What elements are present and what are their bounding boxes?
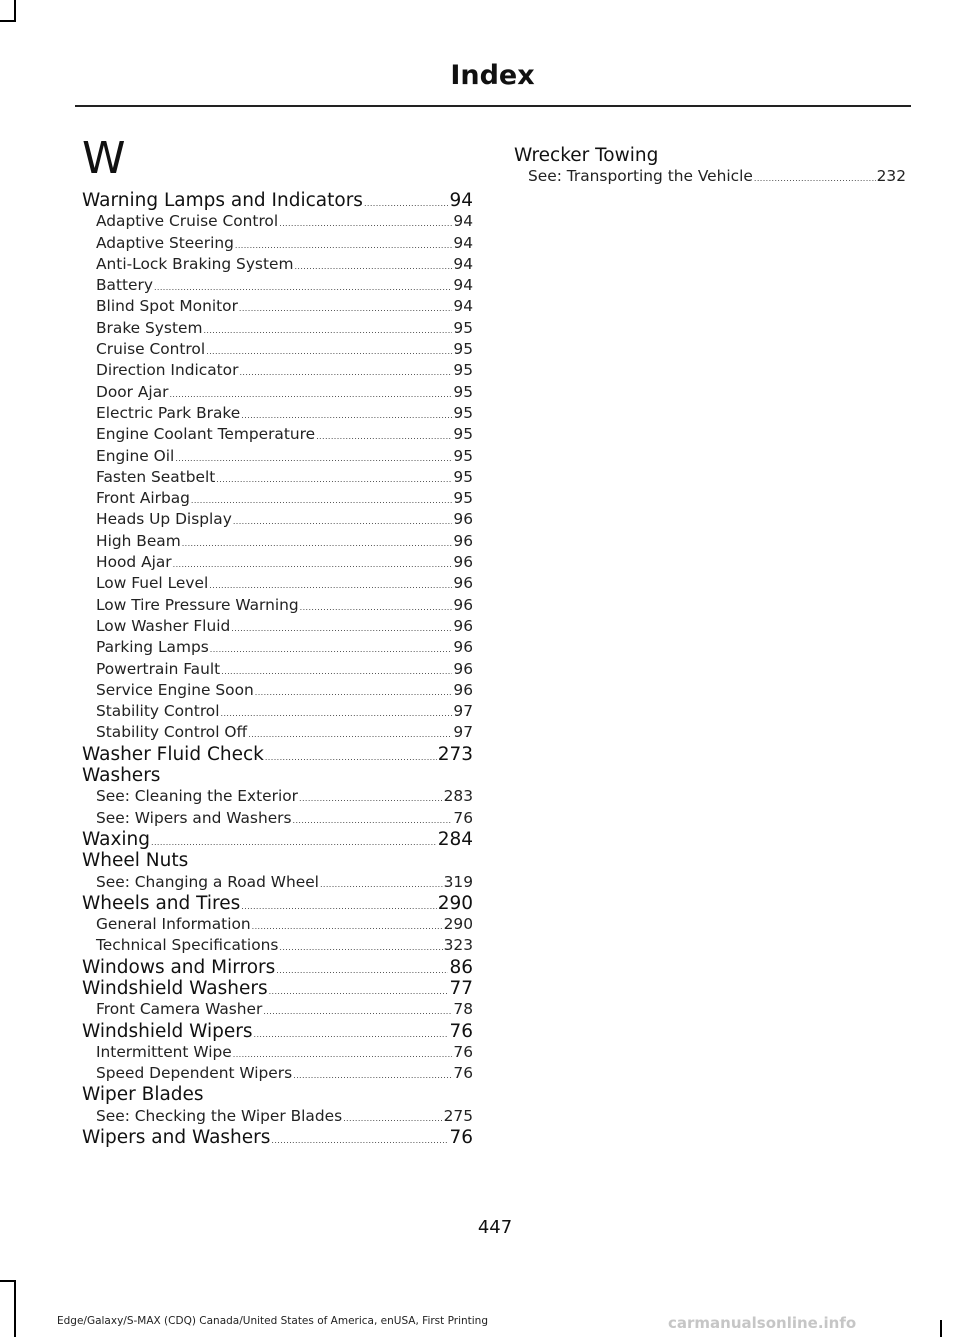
page-reference: 96	[453, 574, 473, 593]
entry-label: Service Engine Soon	[96, 680, 254, 699]
entry-label: See: Wipers and Washers	[96, 808, 292, 827]
index-subentry	[82, 531, 473, 552]
page-reference: 94	[453, 254, 473, 273]
dot-leader	[279, 937, 442, 956]
page-reference: 323	[443, 936, 473, 955]
index-subentry	[82, 467, 473, 488]
entry-label: Stability Control	[96, 702, 220, 721]
entry-label: Stability Control Off	[96, 723, 248, 742]
index-subentry	[82, 1042, 473, 1063]
entry-label: Blind Spot Monitor	[96, 297, 238, 316]
entry-label: Hood Ajar	[96, 553, 172, 572]
index-subentry	[82, 701, 473, 722]
dot-leader	[254, 1024, 449, 1042]
entry-label: Brake System	[96, 318, 203, 337]
entry-label: Wipers and Washers	[82, 1127, 271, 1149]
page-reference: 76	[453, 808, 473, 827]
page-reference: 95	[453, 318, 473, 337]
page-reference: 275	[443, 1106, 473, 1125]
index-subentry	[82, 509, 473, 530]
index-subentry	[82, 616, 473, 637]
page-reference: 94	[453, 233, 473, 252]
index-subentry	[82, 318, 473, 339]
entry-label: General Information	[96, 915, 251, 934]
index-subentry	[82, 637, 473, 658]
entry-label: Wheels and Tires	[82, 892, 241, 914]
dot-leader	[173, 554, 453, 573]
page-reference: 94	[449, 190, 473, 211]
entry-label: Anti-Lock Braking System	[96, 254, 294, 273]
dot-leader	[255, 682, 453, 701]
page-reference: 95	[453, 361, 473, 380]
index-subentry	[82, 275, 473, 296]
page-reference: 77	[449, 977, 473, 999]
dot-leader	[154, 277, 452, 296]
dot-leader	[754, 168, 876, 187]
index-entry	[82, 1127, 473, 1148]
page-reference: 76	[453, 1042, 473, 1061]
entry-label: Intermittent Wipe	[96, 1042, 232, 1061]
entry-label: See: Changing a Road Wheel	[96, 872, 319, 891]
page-reference: 96	[453, 659, 473, 678]
index-entry	[82, 893, 473, 914]
dot-leader	[203, 320, 452, 339]
page-reference: 95	[453, 425, 473, 444]
dot-leader	[343, 1108, 443, 1127]
dot-leader	[265, 747, 437, 765]
index-subentry	[82, 446, 473, 467]
entry-label: Cruise Control	[96, 340, 206, 359]
page-reference: 319	[443, 872, 473, 891]
index-subentry	[82, 935, 473, 956]
index-subentry	[82, 872, 473, 893]
dot-leader	[151, 832, 437, 850]
section-letter: W	[82, 133, 126, 184]
dot-leader	[263, 1001, 452, 1020]
dot-leader	[233, 511, 453, 530]
entry-label: See: Cleaning the Exterior	[96, 787, 298, 806]
index-subentry	[514, 166, 906, 187]
page-reference: 95	[453, 382, 473, 401]
page-reference: 232	[876, 167, 906, 186]
entry-label: Speed Dependent Wipers	[96, 1064, 293, 1083]
page-reference: 95	[453, 489, 473, 508]
index-column-right	[514, 145, 906, 188]
dot-leader	[276, 960, 448, 978]
index-subentry	[82, 403, 473, 424]
entry-label: Door Ajar	[96, 382, 169, 401]
entry-label: High Beam	[96, 531, 181, 550]
dot-leader	[252, 916, 443, 935]
index-subentry	[82, 254, 473, 275]
header-rule	[75, 105, 911, 107]
index-subentry	[82, 211, 473, 232]
dot-leader	[300, 597, 453, 616]
dot-leader	[175, 448, 452, 467]
index-subentry	[82, 659, 473, 680]
dot-leader	[293, 810, 453, 829]
dot-leader	[233, 1044, 453, 1063]
dot-leader	[241, 405, 452, 424]
index-subentry	[82, 722, 473, 743]
page-reference: 78	[453, 1000, 473, 1019]
entry-label: Parking Lamps	[96, 638, 209, 657]
dot-leader	[271, 1130, 448, 1148]
index-entry	[82, 190, 473, 211]
index-entry	[82, 744, 473, 765]
entry-label: Heads Up Display	[96, 510, 232, 529]
entry-label: Fasten Seatbelt	[96, 467, 216, 486]
entry-label: Warning Lamps and Indicators	[82, 190, 363, 211]
entry-label: Engine Oil	[96, 446, 175, 465]
dot-leader	[241, 896, 436, 914]
dot-leader	[169, 384, 452, 403]
index-heading: Washers	[82, 765, 161, 787]
crop-mark-bottom-left-vertical	[14, 1280, 16, 1337]
entry-label: Front Camera Washer	[96, 1000, 263, 1019]
page-reference: 96	[453, 680, 473, 699]
dot-leader	[294, 256, 452, 275]
index-subentry	[82, 808, 473, 829]
dot-leader	[210, 639, 453, 658]
index-subentry	[82, 1106, 473, 1127]
index-subentry	[82, 382, 473, 403]
dot-leader	[279, 213, 452, 232]
dot-leader	[206, 341, 452, 360]
dot-leader	[182, 533, 453, 552]
page-reference: 94	[453, 297, 473, 316]
page-reference: 95	[453, 340, 473, 359]
index-subentry	[82, 680, 473, 701]
entry-label: Electric Park Brake	[96, 403, 241, 422]
dot-leader	[248, 724, 452, 743]
index-subentry	[82, 999, 473, 1020]
entry-label: Washer Fluid Check	[82, 743, 264, 765]
crop-mark-bottom-left-horizontal	[0, 1280, 16, 1282]
entry-label: Low Fuel Level	[96, 574, 209, 593]
dot-leader	[364, 193, 449, 211]
watermark: carmanualsonline.info	[668, 1314, 857, 1332]
crop-mark-top-left-vertical	[14, 0, 16, 22]
page-reference: 96	[453, 595, 473, 614]
index-subentry	[82, 1063, 473, 1084]
page-reference: 76	[449, 1127, 473, 1149]
dot-leader	[269, 981, 449, 999]
page-reference: 283	[443, 787, 473, 806]
entry-label: Windows and Mirrors	[82, 956, 276, 978]
page-reference: 96	[453, 616, 473, 635]
page-reference: 96	[453, 510, 473, 529]
page-reference: 284	[437, 828, 473, 850]
crop-mark-bottom-right-vertical	[940, 1320, 942, 1337]
dot-leader	[191, 490, 452, 509]
entry-label: See: Checking the Wiper Blades	[96, 1106, 343, 1125]
page-reference: 94	[453, 276, 473, 295]
index-subentry	[82, 786, 473, 807]
page-reference: 76	[449, 1020, 473, 1042]
page-number: 447	[477, 1217, 513, 1238]
dot-leader	[239, 362, 452, 381]
entry-label: Windshield Wipers	[82, 1020, 253, 1042]
entry-label: Powertrain Fault	[96, 659, 221, 678]
index-subentry	[82, 488, 473, 509]
index-subentry	[82, 233, 473, 254]
page-reference: 95	[453, 467, 473, 486]
page-reference: 97	[453, 723, 473, 742]
entry-label: Adaptive Cruise Control	[96, 212, 279, 231]
footer-text: Edge/Galaxy/S-MAX (CDQ) Canada/United States of America, enUSA, First Printing	[56, 1315, 488, 1327]
index-heading: Wiper Blades	[82, 1084, 204, 1106]
dot-leader	[216, 469, 452, 488]
index-entry	[82, 957, 473, 978]
index-entry	[82, 1021, 473, 1042]
dot-leader	[235, 235, 453, 254]
index-heading: Wrecker Towing	[514, 145, 659, 166]
index-subentry	[82, 573, 473, 594]
entry-label: Front Airbag	[96, 489, 190, 508]
entry-label: Technical Specifications	[96, 936, 279, 955]
page-reference: 290	[443, 915, 473, 934]
dot-leader	[231, 618, 452, 637]
page-reference: 76	[453, 1064, 473, 1083]
index-subentry	[82, 595, 473, 616]
entry-label: Low Washer Fluid	[96, 616, 231, 635]
page-reference: 96	[453, 531, 473, 550]
entry-label: Battery	[96, 276, 153, 295]
dot-leader	[221, 661, 452, 680]
dot-leader	[316, 426, 452, 445]
page-reference: 273	[437, 743, 473, 765]
index-entry	[82, 978, 473, 999]
index-subentry	[82, 296, 473, 317]
index-subentry	[82, 552, 473, 573]
entry-label: Windshield Washers	[82, 977, 268, 999]
page-reference: 94	[453, 212, 473, 231]
page-reference: 290	[437, 892, 473, 914]
dot-leader	[320, 874, 443, 893]
entry-label: Low Tire Pressure Warning	[96, 595, 299, 614]
page-reference: 95	[453, 403, 473, 422]
index-heading: Wheel Nuts	[82, 850, 189, 872]
dot-leader	[293, 1065, 452, 1084]
page-reference: 96	[453, 638, 473, 657]
dot-leader	[221, 703, 453, 722]
page-title: Index	[450, 60, 535, 91]
entry-label: Direction Indicator	[96, 361, 239, 380]
index-subentry	[82, 360, 473, 381]
index-subentry	[82, 914, 473, 935]
index-subentry	[82, 424, 473, 445]
page-reference: 95	[453, 446, 473, 465]
page-reference: 86	[449, 956, 473, 978]
crop-mark-top-left-horizontal	[0, 20, 16, 22]
dot-leader	[299, 788, 443, 807]
entry-label: Engine Coolant Temperature	[96, 425, 316, 444]
dot-leader	[209, 575, 452, 594]
page-reference: 96	[453, 553, 473, 572]
index-subentry	[82, 339, 473, 360]
index-entry	[82, 829, 473, 850]
entry-label: Waxing	[82, 828, 151, 850]
index-column-left	[82, 190, 473, 1148]
entry-label: See: Transporting the Vehicle	[528, 167, 753, 186]
dot-leader	[239, 298, 452, 317]
entry-label: Adaptive Steering	[96, 233, 234, 252]
page-reference: 97	[453, 702, 473, 721]
